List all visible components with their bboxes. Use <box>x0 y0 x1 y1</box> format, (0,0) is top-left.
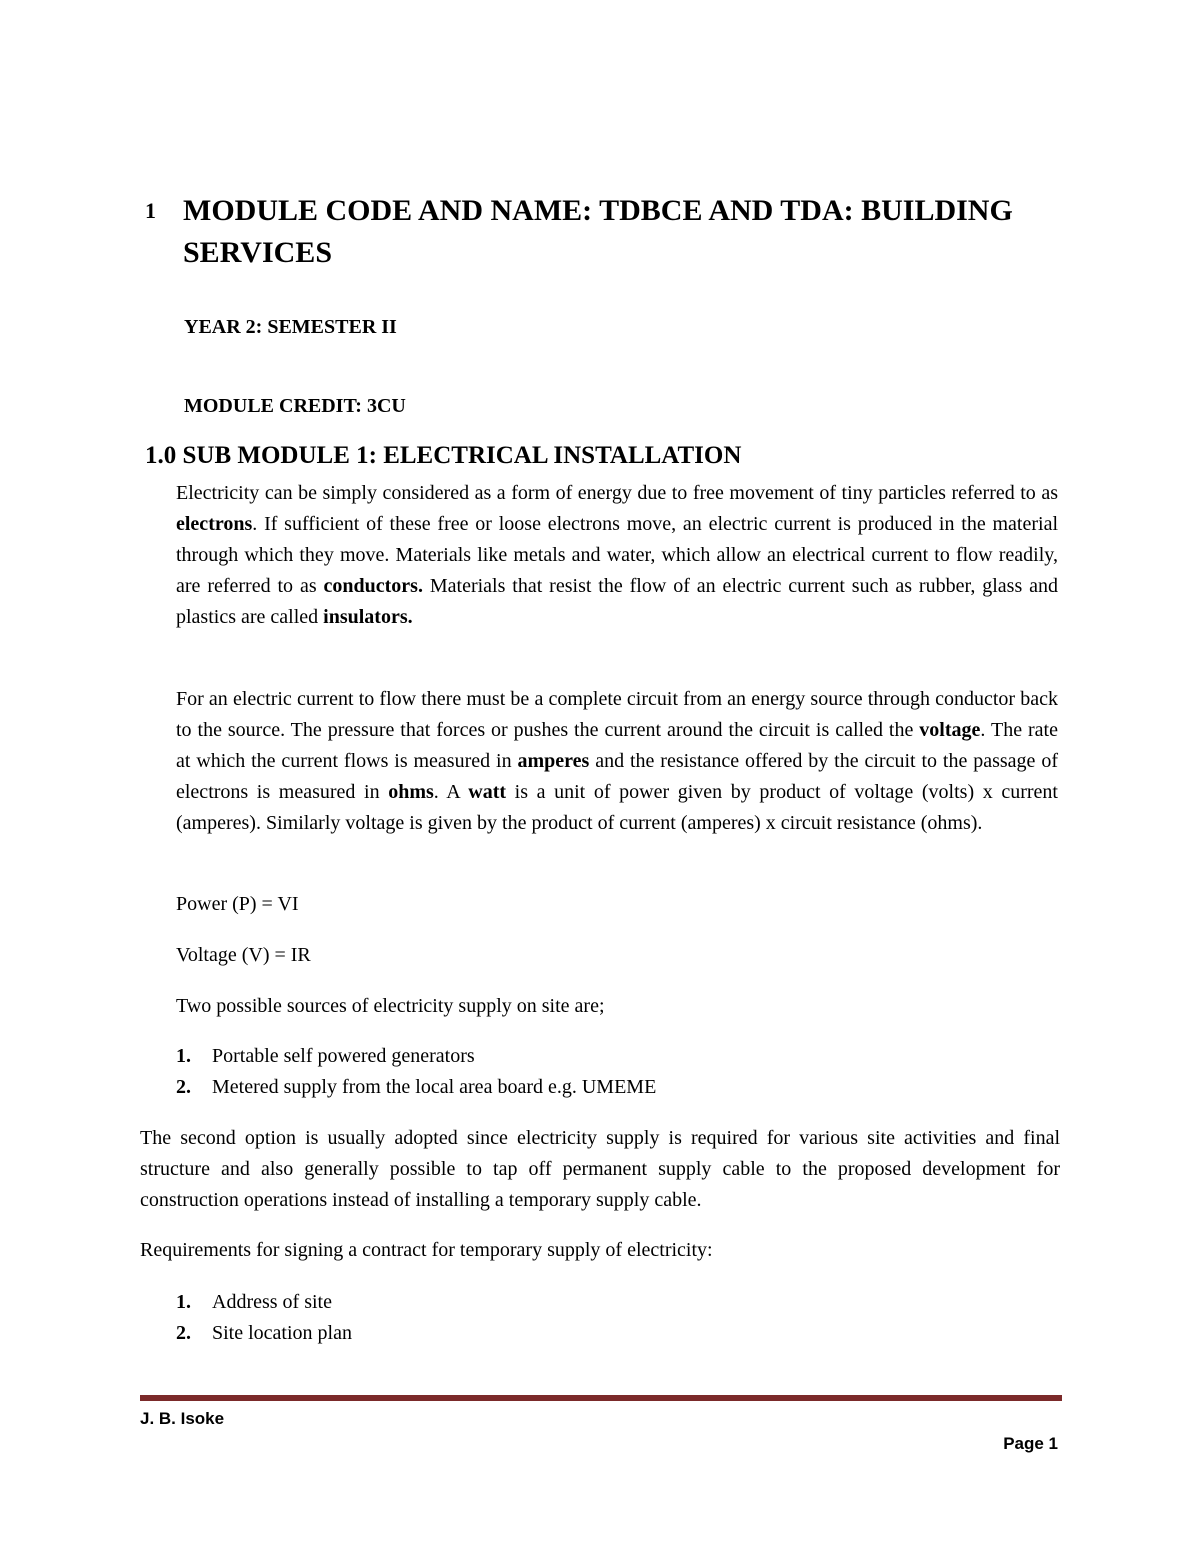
term-watt: watt <box>468 781 507 803</box>
para2-text-3: and the resistance offered by the circuit to the passage of electrons is measured in <box>176 750 1058 803</box>
list-item-text: Site location plan <box>212 1322 352 1344</box>
requirements-intro: Requirements for signing a contract for temporary supply of electricity: <box>140 1239 713 1261</box>
voltage-formula: Voltage (V) = IR <box>176 944 311 966</box>
paragraph-second-option: The second option is usually adopted since electricity supply is required for various site activities and final structure and also generally possible to tap off permanent supply cable to the proposed development for construction operations instead of installing a temporary supply cable. <box>140 1127 1060 1211</box>
footer-author: J. B. Isoke <box>140 1409 225 1428</box>
para2-text-5: is a unit of power given by product of voltage (volts) x current (amperes). Similarly voltage is given by the product of current (amperes) x circuit resistance (ohms). <box>176 781 1058 834</box>
list-item-text: Metered supply from the local area board e.g. UMEME <box>212 1076 657 1098</box>
paragraph-electricity <box>176 478 1058 633</box>
para2-text-2: . The rate at which the current flows is measured in <box>176 719 1058 772</box>
para2-text-4: . A <box>433 781 469 803</box>
list-item <box>176 1072 1058 1103</box>
heading-number: 1 <box>145 198 156 223</box>
requirements-list <box>176 1287 1058 1349</box>
power-formula: Power (P) = VI <box>176 893 299 915</box>
term-insulators: insulators. <box>323 606 413 628</box>
term-voltage: voltage <box>919 719 981 741</box>
year-semester: YEAR 2: SEMESTER II <box>184 316 397 338</box>
para1-text-1: Electricity can be simply considered as a form of energy due to free movement of tiny particles referred to as <box>176 482 1058 504</box>
list-item <box>176 1318 1058 1349</box>
sources-intro: Two possible sources of electricity supply on site are; <box>176 995 605 1017</box>
list-item-number: 2. <box>176 1076 191 1098</box>
list-item <box>176 1287 1058 1318</box>
list-item-number: 1. <box>176 1045 191 1067</box>
page-number: Page 1 <box>1003 1434 1058 1453</box>
list-item-text: Portable self powered generators <box>212 1045 475 1067</box>
para1-text-3: Materials that resist the flow of an electric current such as rubber, glass and plastics are called <box>176 575 1058 628</box>
footer-divider <box>140 1395 1062 1401</box>
heading-title: MODULE CODE AND NAME: TDBCE AND TDA: BUILDING SERVICES <box>183 194 1013 269</box>
sub-module-title: 1.0 SUB MODULE 1: ELECTRICAL INSTALLATION <box>145 442 742 469</box>
module-heading <box>145 190 1065 274</box>
list-item <box>176 1041 1058 1072</box>
list-item-number: 1. <box>176 1291 191 1313</box>
term-amperes: amperes <box>517 750 590 772</box>
paragraph-circuit <box>176 684 1058 839</box>
sources-list <box>176 1041 1058 1103</box>
list-item-text: Address of site <box>212 1291 332 1313</box>
term-conductors: conductors. <box>323 575 423 597</box>
term-ohms: ohms <box>388 781 434 803</box>
term-electrons: electrons <box>176 513 253 535</box>
para1-text-2: . If sufficient of these free or loose electrons move, an electric current is produced in the material through which they move. Materials like metals and water, which allow an electrical current to flow readily, are referred to as <box>176 513 1058 597</box>
module-credit: MODULE CREDIT: 3CU <box>184 395 406 417</box>
para2-text-1: For an electric current to flow there must be a complete circuit from an energy source through conductor back to the source. The pressure that forces or pushes the current around the circuit is called the <box>176 688 1058 741</box>
list-item-number: 2. <box>176 1322 191 1344</box>
